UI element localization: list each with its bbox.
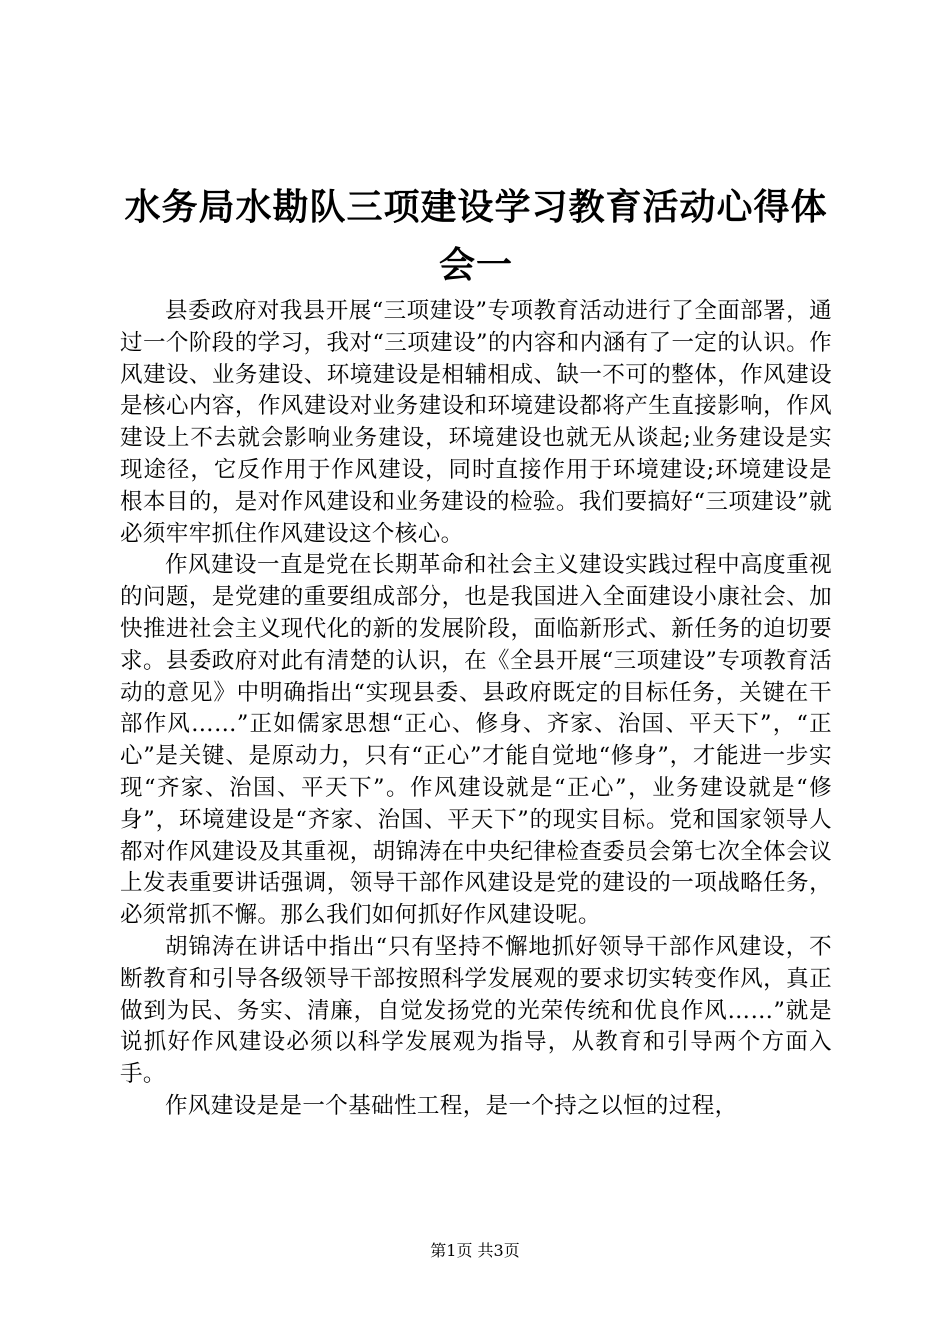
paragraph: 作风建设一直是党在长期革命和社会主义建设实践过程中高度重视的问题，是党建的重要组成部分，也是我国进入全面建设小康社会、加快推进社会主义现代化的新的发展阶段，面临新形式、新任务的迫切要求。县委政府对此有清楚的认识，在《全县开展“三项建设”专项教育活动的意见》中明确指出“实现县委、县政府既定的目标任务，关键在干部作风……”正如儒家思想“正心、修身、齐家、治国、平天下”，“正心”是关键、是原动力，只有“正心”才能自觉地“修身”，才能进一步实现“齐家、治国、平天下”。作风建设就是“正心”，业务建设就是“修身”，环境建设是“齐家、治国、平天下”的现实目标。党和国家领导人都对作风建设及其重视，胡锦涛在中央纪律检查委员会第七次全体会议上发表重要讲话强调，领导干部作风建设是党的建设的一项战略任务，必须常抓不懈。那么我们如何抓好作风建设呢。 xyxy=(120,552,832,929)
paragraph: 县委政府对我县开展“三项建设”专项教育活动进行了全面部署，通过一个阶段的学习，我对“三项建设”的内容和内涵有了一定的认识。作风建设、业务建设、环境建设是相辅相成、缺一不可的整体，作风建设是核心内容，作风建设对业务建设和环境建设都将产生直接影响，作风建设上不去就会影响业务建设，环境建设也就无从谈起;业务建设是实现途径，它反作用于作风建设，同时直接作用于环境建设;环境建设是根本目的，是对作风建设和业务建设的检验。我们要搞好“三项建设”就必须牢牢抓住作风建设这个核心。 xyxy=(120,298,832,547)
paragraph: 胡锦涛在讲话中指出“只有坚持不懈地抓好领导干部作风建设，不断教育和引导各级领导干部按照科学发展观的要求切实转变作风，真正做到为民、务实、清廉，自觉发扬党的光荣传统和优良作风……”就是说抓好作风建设必须以科学发展观为指导，从教育和引导两个方面入手。 xyxy=(120,933,832,1088)
paragraph: 作风建设是是一个基础性工程，是一个持之以恒的过程， xyxy=(165,1092,738,1119)
page-number-footer: 第1页 共3页 xyxy=(430,1241,520,1260)
document-title: 水务局水勘队三项建设学习教育活动心得体会一 xyxy=(124,186,828,286)
document-body xyxy=(120,296,832,1123)
